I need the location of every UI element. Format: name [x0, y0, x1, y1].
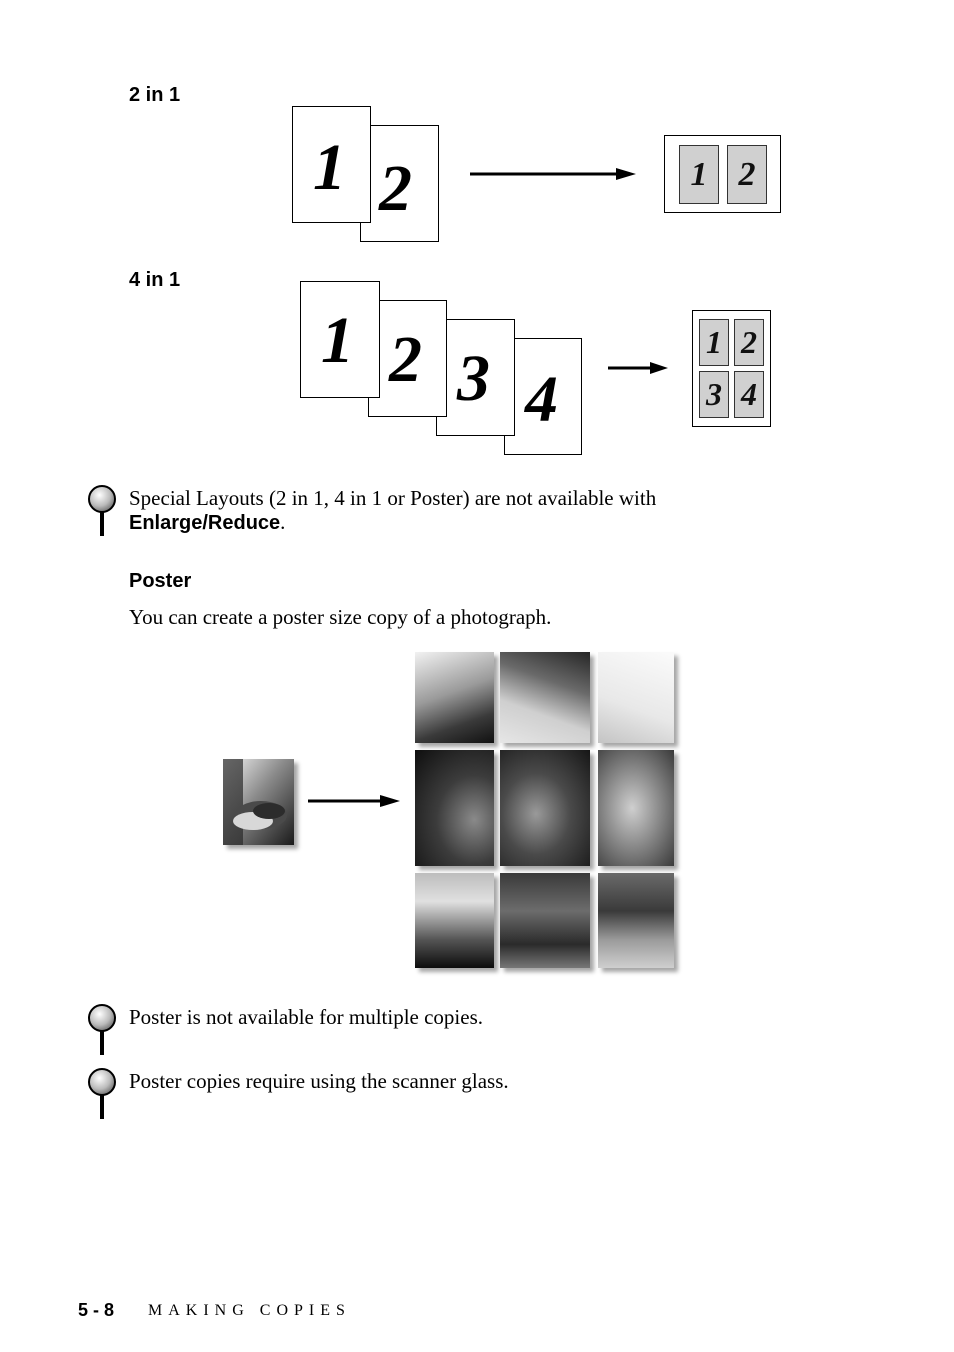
note-magnifier-icon: [86, 1003, 118, 1057]
footer-page-number: 5 - 8: [78, 1300, 115, 1320]
page-number: 1: [321, 304, 354, 377]
source-page-3: [436, 319, 515, 436]
mini-page-2: 2: [734, 319, 764, 366]
poster-tile: [415, 873, 494, 968]
source-page-4: [504, 338, 582, 455]
mini-page-2: 2: [727, 145, 767, 204]
page-number: 2: [379, 152, 412, 225]
poster-tile: [500, 873, 590, 968]
mini-page-3: 3: [699, 371, 729, 418]
source-page-1: [300, 281, 380, 398]
poster-tile: [500, 750, 590, 866]
result-sheet-2-in-1: [664, 135, 781, 213]
source-page-1: [292, 106, 371, 223]
page-number: 4: [525, 363, 558, 436]
heading-poster: Poster: [129, 570, 192, 592]
poster-tile: [415, 750, 494, 866]
mini-page-1: 1: [679, 145, 719, 204]
poster-tile: [598, 873, 674, 968]
page-number: 2: [389, 323, 422, 396]
note-end: .: [280, 510, 286, 534]
note-magnifier-icon: [86, 484, 118, 538]
page-number: 3: [457, 342, 490, 415]
source-page-2: [360, 125, 439, 242]
note-text: Special Layouts (2 in 1, 4 in 1 or Poster) are not available with: [129, 486, 657, 510]
poster-description: You can create a poster size copy of a photograph.: [129, 605, 552, 629]
note-magnifier-icon: [86, 1067, 118, 1121]
mini-page-4: 4: [734, 371, 764, 418]
note-multiple-copies: Poster is not available for multiple copies.: [129, 1005, 484, 1029]
note-special-layouts: [129, 486, 829, 535]
photo-original-thumbnail: [223, 759, 294, 845]
heading-4-in-1: 4 in 1: [129, 269, 181, 291]
arrow-right-icon: [606, 360, 670, 376]
result-sheet-4-in-1: [692, 310, 771, 427]
heading-2-in-1: 2 in 1: [129, 84, 181, 106]
page-number: 1: [313, 131, 346, 204]
arrow-right-icon: [306, 793, 402, 809]
poster-tile: [598, 750, 674, 866]
handshake-photo: [223, 759, 294, 845]
footer-chapter-title: MAKING COPIES: [148, 1302, 351, 1319]
poster-tile: [415, 652, 494, 743]
poster-tile: [598, 652, 674, 743]
note-key-enlarge-reduce: Enlarge/Reduce: [129, 512, 281, 534]
poster-tile: [500, 652, 590, 743]
arrow-right-icon: [468, 166, 638, 182]
note-scanner-glass: Poster copies require using the scanner glass.: [129, 1069, 509, 1093]
mini-page-1: 1: [699, 319, 729, 366]
